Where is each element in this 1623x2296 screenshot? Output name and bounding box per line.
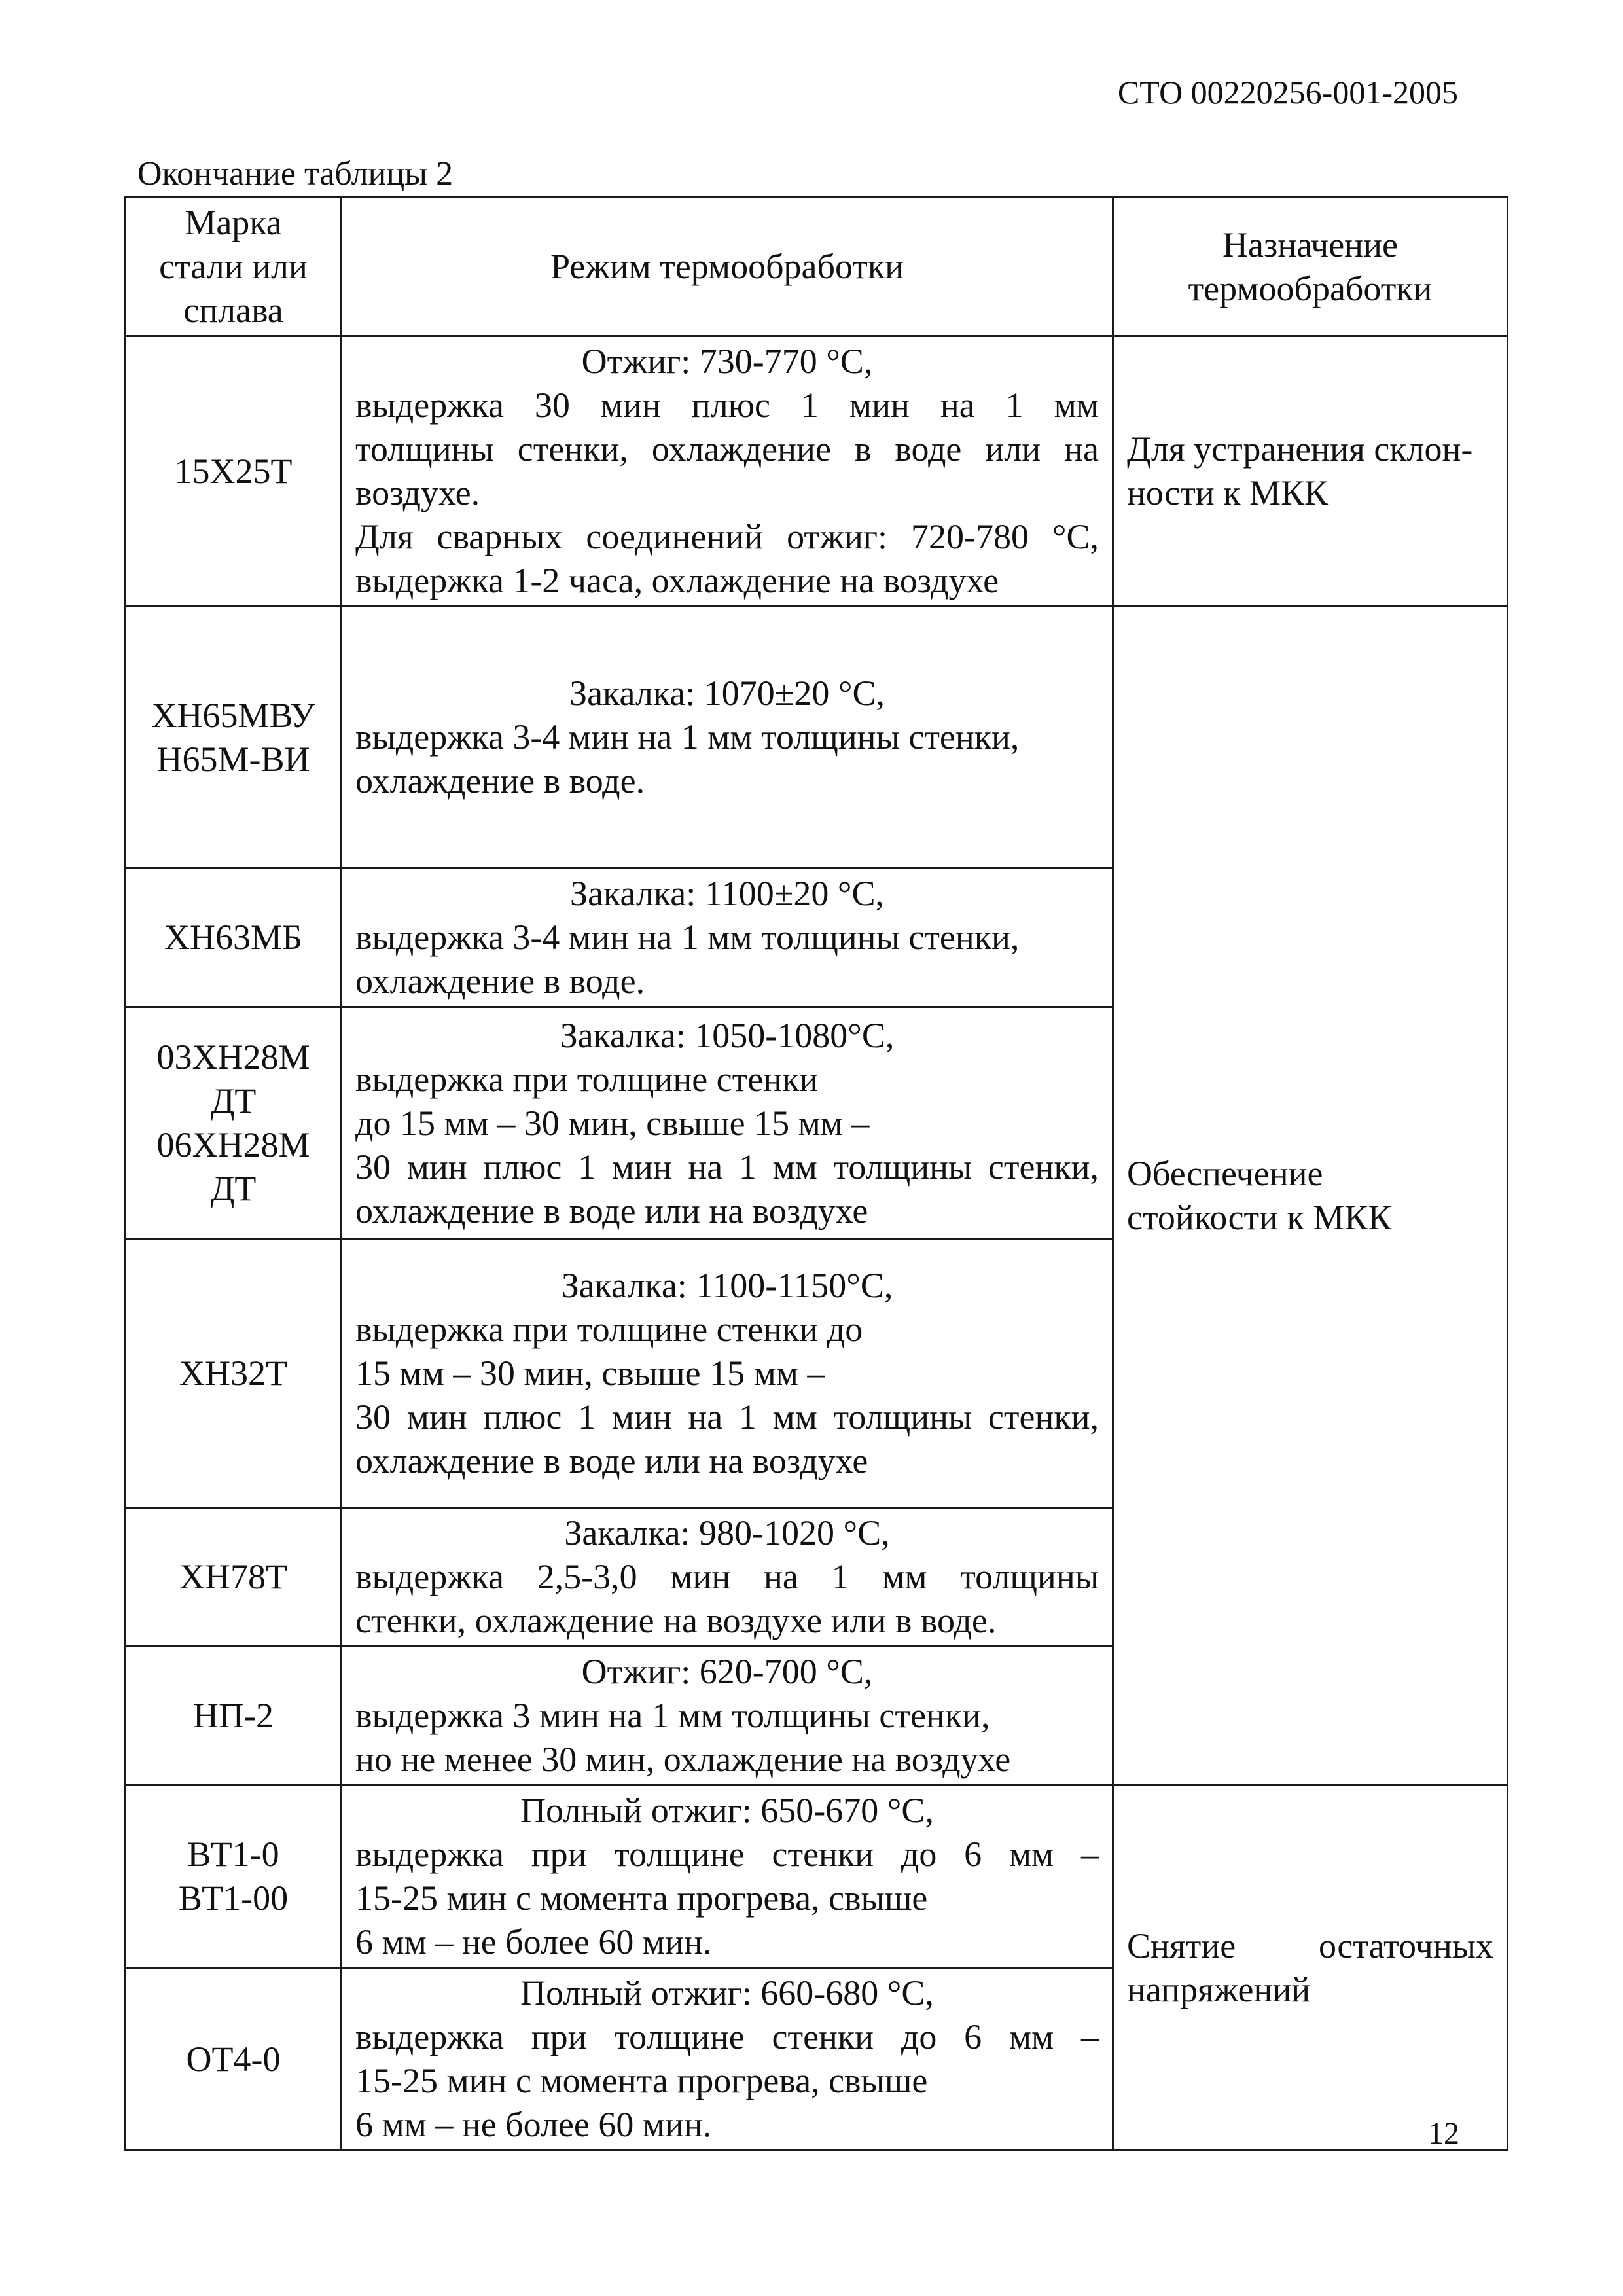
treatment-mode-cell xyxy=(342,1785,1113,1968)
mode-line: Закалка: 1100±20 °С, xyxy=(570,874,884,913)
steel-grade: 06ХН28М xyxy=(156,1125,310,1164)
steel-grade: ВТ1-00 xyxy=(178,1878,289,1918)
steel-grade: 15Х25Т xyxy=(174,451,293,491)
mode-line: 15 мм – 30 мин, свыше 15 мм – xyxy=(355,1354,825,1393)
mode-line: толщины стенки, охлаждение в воде или на xyxy=(355,429,1099,469)
steel-grade: ОТ4-0 xyxy=(186,2039,281,2079)
treatment-mode-cell xyxy=(342,1968,1113,2151)
purpose-line: напряжений xyxy=(1127,1969,1311,2009)
mode-line: Отжиг: 730-770 °С, xyxy=(581,342,873,381)
mode-line: воздухе. xyxy=(355,473,480,512)
header-steel-grade xyxy=(126,198,342,336)
mode-line: 6 мм – не более 60 мин. xyxy=(355,2105,712,2144)
mode-line: Закалка: 1050-1080°С, xyxy=(560,1015,895,1055)
purpose-cell xyxy=(1113,607,1508,1785)
mode-line: охлаждение в воде или на воздухе xyxy=(355,1441,868,1480)
mode-line: Закалка: 1070±20 °С, xyxy=(569,673,885,713)
mode-line: выдержка 1-2 часа, охлаждение на воздухе xyxy=(355,561,999,600)
steel-grade: ХН63МБ xyxy=(164,918,303,957)
steel-grade-cell xyxy=(126,1240,342,1508)
mode-line: выдержка при толщине стенки до 6 мм – xyxy=(355,1835,1099,1874)
steel-grade: ХН65МВУ xyxy=(151,695,315,735)
mode-line: но не менее 30 мин, охлаждение на воздухе xyxy=(355,1740,1011,1779)
mode-line: Отжиг: 620-700 °С, xyxy=(581,1652,873,1691)
mode-line: выдержка 30 мин плюс 1 мин на 1 мм xyxy=(355,386,1099,425)
purpose-cell xyxy=(1113,336,1508,607)
steel-grade: Н65М-ВИ xyxy=(156,739,310,779)
mode-line: 30 мин плюс 1 мин на 1 мм толщины стенки, xyxy=(355,1397,1099,1437)
header-line: Марка xyxy=(185,203,282,242)
treatment-mode-cell xyxy=(342,1007,1113,1240)
header-treatment-mode xyxy=(342,198,1113,336)
heat-treatment-table xyxy=(124,196,1508,2151)
mode-line: стенки, охлаждение на воздухе или в воде. xyxy=(355,1601,997,1640)
mode-line: 30 мин плюс 1 мин на 1 мм толщины стенки, xyxy=(355,1147,1099,1187)
mode-line: выдержка 2,5-3,0 мин на 1 мм толщины xyxy=(355,1557,1099,1596)
steel-grade-cell xyxy=(126,1647,342,1785)
mode-line: охлаждение в воде. xyxy=(355,761,645,800)
steel-grade: 03ХН28М xyxy=(156,1037,310,1077)
steel-grade-cell xyxy=(126,336,342,607)
purpose-line: ности к МКК xyxy=(1127,473,1328,512)
purpose-line: Снятие остаточных xyxy=(1127,1926,1493,1965)
steel-grade-cell xyxy=(126,1007,342,1240)
steel-grade-cell xyxy=(126,607,342,869)
steel-grade: ДТ xyxy=(210,1169,257,1208)
mode-line: Закалка: 980-1020 °С, xyxy=(564,1513,890,1552)
steel-grade-cell xyxy=(126,1508,342,1647)
mode-line: выдержка 3-4 мин на 1 мм толщины стенки, xyxy=(355,918,1020,957)
treatment-mode-cell xyxy=(342,1647,1113,1785)
mode-line: выдержка при толщине стенки до 6 мм – xyxy=(355,2017,1099,2056)
mode-line: Для сварных соединений отжиг: 720-780 °С, xyxy=(355,517,1099,556)
header-line: Назначение xyxy=(1222,224,1398,264)
mode-line: выдержка при толщине стенки до xyxy=(355,1310,863,1349)
mode-line: до 15 мм – 30 мин, свыше 15 мм – xyxy=(355,1103,870,1143)
table-row xyxy=(126,607,1508,869)
steel-grade: ХН78Т xyxy=(179,1557,287,1596)
header-purpose xyxy=(1113,198,1508,336)
steel-grade-cell xyxy=(126,1968,342,2151)
treatment-mode-cell xyxy=(342,869,1113,1007)
steel-grade: ДТ xyxy=(210,1081,257,1121)
mode-line: Закалка: 1100-1150°С, xyxy=(561,1266,893,1305)
steel-grade-cell xyxy=(126,1785,342,1968)
steel-grade: ХН32Т xyxy=(179,1354,287,1393)
mode-line: выдержка 3 мин на 1 мм толщины стенки, xyxy=(355,1696,990,1735)
mode-line: 15-25 мин с момента прогрева, свыше xyxy=(355,2061,928,2100)
purpose-line: Обеспечение xyxy=(1127,1154,1323,1193)
treatment-mode-cell xyxy=(342,1508,1113,1647)
mode-line: выдержка 3-4 мин на 1 мм толщины стенки, xyxy=(355,717,1020,757)
header-line: термообработки xyxy=(1188,268,1433,308)
table-header-row xyxy=(126,198,1508,336)
steel-grade-cell xyxy=(126,869,342,1007)
treatment-mode-cell xyxy=(342,607,1113,869)
treatment-mode-cell xyxy=(342,336,1113,607)
mode-line: Полный отжиг: 660-680 °С, xyxy=(520,1973,934,2013)
purpose-cell xyxy=(1113,1785,1508,2151)
header-line: стали или xyxy=(159,247,308,286)
table-row xyxy=(126,1785,1508,1968)
header-line: Режим термообработки xyxy=(550,247,904,286)
mode-line: 15-25 мин с момента прогрева, свыше xyxy=(355,1878,928,1918)
header-line: сплава xyxy=(183,291,283,330)
mode-line: выдержка при толщине стенки xyxy=(355,1059,819,1099)
document-code: СТО 00220256-001-2005 xyxy=(1117,74,1458,111)
mode-line: охлаждение в воде или на воздухе xyxy=(355,1191,868,1230)
purpose-line: стойкости к МКК xyxy=(1127,1198,1392,1237)
table-row xyxy=(126,336,1508,607)
treatment-mode-cell xyxy=(342,1240,1113,1508)
table-caption: Окончание таблицы 2 xyxy=(137,155,454,192)
mode-line: охлаждение в воде. xyxy=(355,961,645,1001)
mode-line: 6 мм – не более 60 мин. xyxy=(355,1922,712,1962)
page-number: 12 xyxy=(1428,2116,1459,2151)
steel-grade: НП-2 xyxy=(193,1696,274,1735)
mode-line: Полный отжиг: 650-670 °С, xyxy=(520,1791,934,1830)
steel-grade: ВТ1-0 xyxy=(187,1835,279,1874)
purpose-line: Для устранения склон- xyxy=(1127,429,1473,469)
